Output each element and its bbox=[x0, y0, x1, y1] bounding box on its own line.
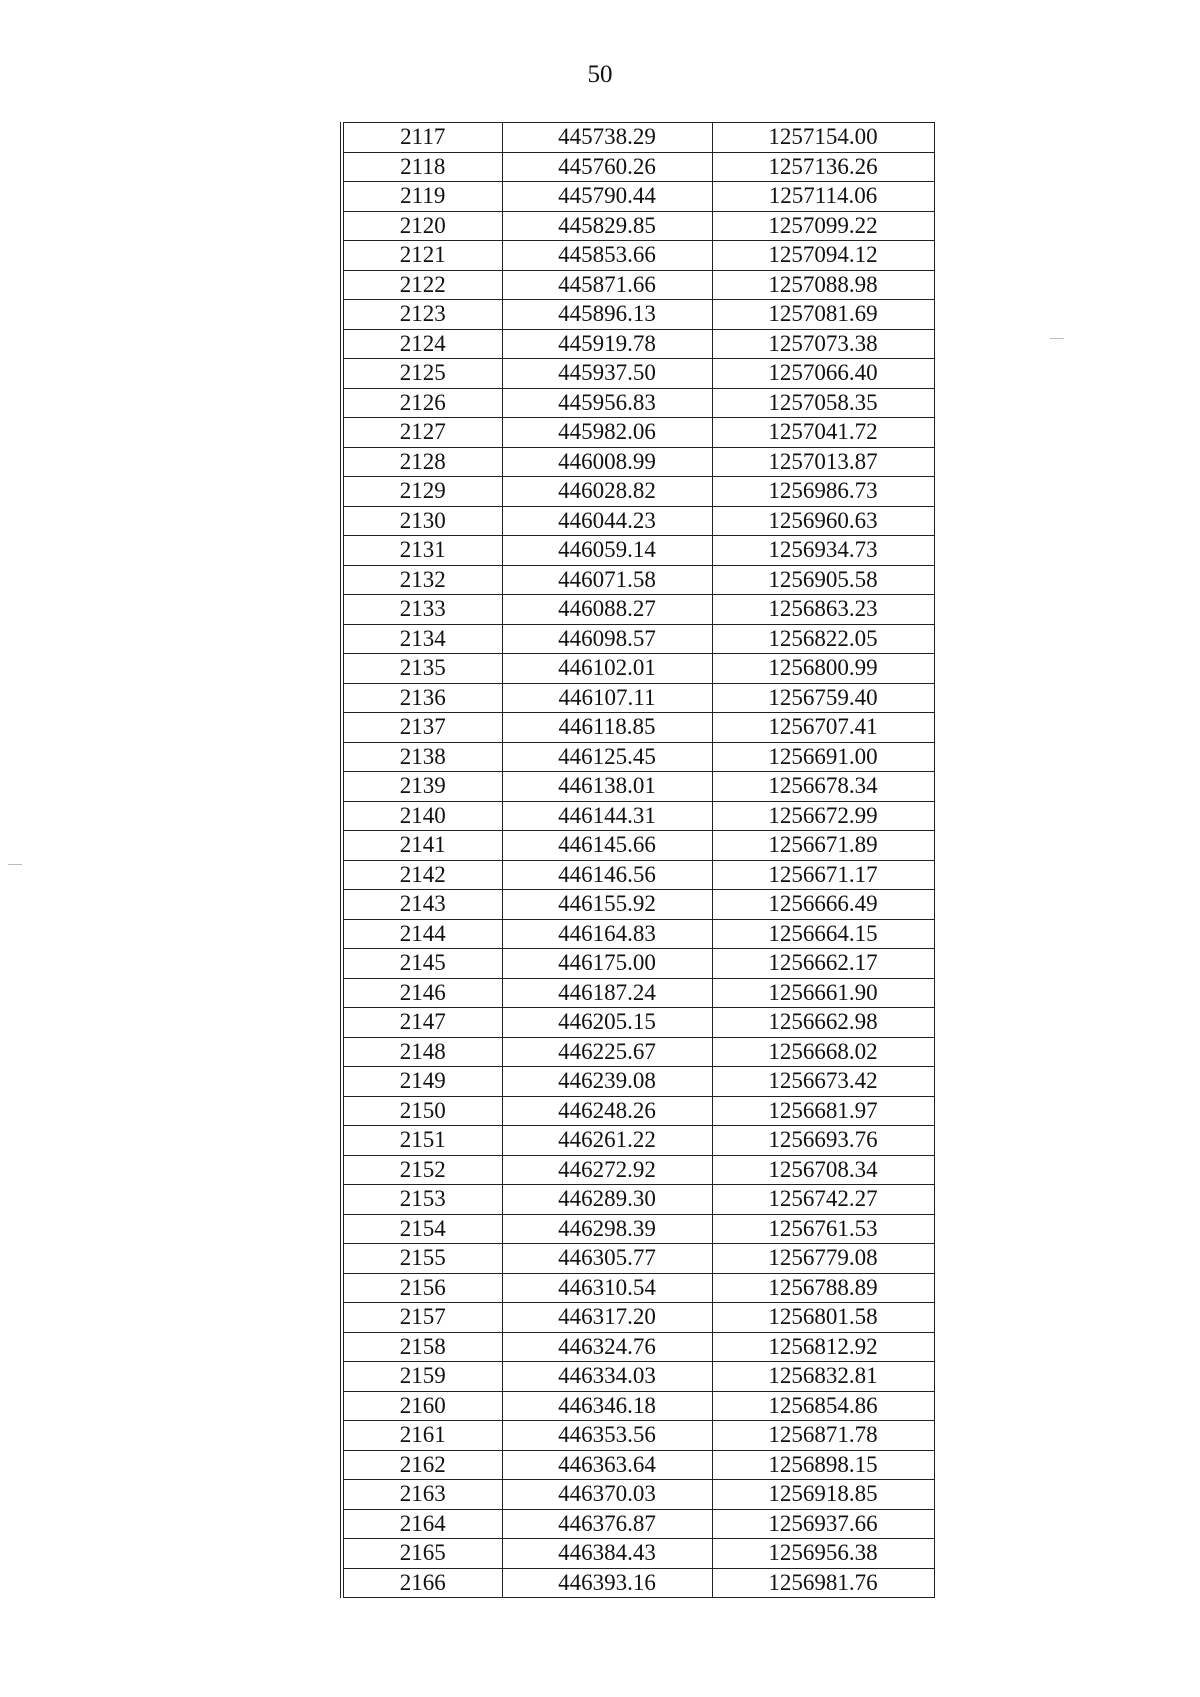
point-number-cell: 2121 bbox=[342, 241, 502, 271]
table-row bbox=[342, 182, 934, 212]
x-coordinate-cell: 446384.43 bbox=[502, 1539, 712, 1569]
point-number-cell: 2165 bbox=[342, 1539, 502, 1569]
point-number-cell: 2131 bbox=[342, 536, 502, 566]
x-coordinate-cell: 446175.00 bbox=[502, 949, 712, 979]
point-number-cell: 2124 bbox=[342, 329, 502, 359]
y-coordinate-cell: 1256668.02 bbox=[712, 1037, 934, 1067]
table-row bbox=[342, 1332, 934, 1362]
point-number-cell: 2159 bbox=[342, 1362, 502, 1392]
x-coordinate-cell: 446102.01 bbox=[502, 654, 712, 684]
y-coordinate-cell: 1256934.73 bbox=[712, 536, 934, 566]
y-coordinate-cell: 1256707.41 bbox=[712, 713, 934, 743]
table-row bbox=[342, 683, 934, 713]
point-number-cell: 2125 bbox=[342, 359, 502, 389]
x-coordinate-cell: 446324.76 bbox=[502, 1332, 712, 1362]
point-number-cell: 2135 bbox=[342, 654, 502, 684]
y-coordinate-cell: 1256664.15 bbox=[712, 919, 934, 949]
table-row bbox=[342, 831, 934, 861]
table-row bbox=[342, 1391, 934, 1421]
y-coordinate-cell: 1256672.99 bbox=[712, 801, 934, 831]
point-number-cell: 2136 bbox=[342, 683, 502, 713]
y-coordinate-cell: 1256800.99 bbox=[712, 654, 934, 684]
point-number-cell: 2118 bbox=[342, 152, 502, 182]
coordinates-table-body bbox=[342, 123, 934, 1598]
table-row bbox=[342, 978, 934, 1008]
x-coordinate-cell: 446310.54 bbox=[502, 1273, 712, 1303]
point-number-cell: 2145 bbox=[342, 949, 502, 979]
point-number-cell: 2155 bbox=[342, 1244, 502, 1274]
y-coordinate-cell: 1256854.86 bbox=[712, 1391, 934, 1421]
table-row bbox=[342, 1067, 934, 1097]
table-row bbox=[342, 388, 934, 418]
table-row bbox=[342, 123, 934, 153]
y-coordinate-cell: 1257154.00 bbox=[712, 123, 934, 153]
point-number-cell: 2123 bbox=[342, 300, 502, 330]
table-row bbox=[342, 1480, 934, 1510]
y-coordinate-cell: 1256671.17 bbox=[712, 860, 934, 890]
x-coordinate-cell: 446044.23 bbox=[502, 506, 712, 536]
x-coordinate-cell: 445871.66 bbox=[502, 270, 712, 300]
point-number-cell: 2139 bbox=[342, 772, 502, 802]
y-coordinate-cell: 1256801.58 bbox=[712, 1303, 934, 1333]
table-row bbox=[342, 152, 934, 182]
table-row bbox=[342, 1214, 934, 1244]
table-row bbox=[342, 742, 934, 772]
point-number-cell: 2154 bbox=[342, 1214, 502, 1244]
x-coordinate-cell: 446187.24 bbox=[502, 978, 712, 1008]
table-row bbox=[342, 1421, 934, 1451]
x-coordinate-cell: 446145.66 bbox=[502, 831, 712, 861]
table-row bbox=[342, 1008, 934, 1038]
y-coordinate-cell: 1256759.40 bbox=[712, 683, 934, 713]
table-row bbox=[342, 1568, 934, 1598]
table-row bbox=[342, 329, 934, 359]
table-row bbox=[342, 536, 934, 566]
point-number-cell: 2162 bbox=[342, 1450, 502, 1480]
x-coordinate-cell: 446298.39 bbox=[502, 1214, 712, 1244]
y-coordinate-cell: 1256986.73 bbox=[712, 477, 934, 507]
point-number-cell: 2122 bbox=[342, 270, 502, 300]
point-number-cell: 2164 bbox=[342, 1509, 502, 1539]
y-coordinate-cell: 1257013.87 bbox=[712, 447, 934, 477]
table-row bbox=[342, 1303, 934, 1333]
y-coordinate-cell: 1256871.78 bbox=[712, 1421, 934, 1451]
y-coordinate-cell: 1257099.22 bbox=[712, 211, 934, 241]
point-number-cell: 2130 bbox=[342, 506, 502, 536]
table-row bbox=[342, 418, 934, 448]
point-number-cell: 2133 bbox=[342, 595, 502, 625]
point-number-cell: 2138 bbox=[342, 742, 502, 772]
point-number-cell: 2144 bbox=[342, 919, 502, 949]
x-coordinate-cell: 446239.08 bbox=[502, 1067, 712, 1097]
y-coordinate-cell: 1257088.98 bbox=[712, 270, 934, 300]
y-coordinate-cell: 1256863.23 bbox=[712, 595, 934, 625]
x-coordinate-cell: 446146.56 bbox=[502, 860, 712, 890]
x-coordinate-cell: 446071.58 bbox=[502, 565, 712, 595]
x-coordinate-cell: 446353.56 bbox=[502, 1421, 712, 1451]
x-coordinate-cell: 446370.03 bbox=[502, 1480, 712, 1510]
point-number-cell: 2127 bbox=[342, 418, 502, 448]
x-coordinate-cell: 445790.44 bbox=[502, 182, 712, 212]
y-coordinate-cell: 1256960.63 bbox=[712, 506, 934, 536]
x-coordinate-cell: 446317.20 bbox=[502, 1303, 712, 1333]
x-coordinate-cell: 446155.92 bbox=[502, 890, 712, 920]
x-coordinate-cell: 446272.92 bbox=[502, 1155, 712, 1185]
x-coordinate-cell: 446125.45 bbox=[502, 742, 712, 772]
x-coordinate-cell: 446376.87 bbox=[502, 1509, 712, 1539]
x-coordinate-cell: 446334.03 bbox=[502, 1362, 712, 1392]
x-coordinate-cell: 446098.57 bbox=[502, 624, 712, 654]
point-number-cell: 2160 bbox=[342, 1391, 502, 1421]
y-coordinate-cell: 1256708.34 bbox=[712, 1155, 934, 1185]
x-coordinate-cell: 445738.29 bbox=[502, 123, 712, 153]
y-coordinate-cell: 1256681.97 bbox=[712, 1096, 934, 1126]
y-coordinate-cell: 1256661.90 bbox=[712, 978, 934, 1008]
y-coordinate-cell: 1256761.53 bbox=[712, 1214, 934, 1244]
table-row bbox=[342, 713, 934, 743]
y-coordinate-cell: 1256822.05 bbox=[712, 624, 934, 654]
y-coordinate-cell: 1256898.15 bbox=[712, 1450, 934, 1480]
x-coordinate-cell: 446088.27 bbox=[502, 595, 712, 625]
table-row bbox=[342, 1362, 934, 1392]
x-coordinate-cell: 446008.99 bbox=[502, 447, 712, 477]
y-coordinate-cell: 1256678.34 bbox=[712, 772, 934, 802]
point-number-cell: 2148 bbox=[342, 1037, 502, 1067]
table-row bbox=[342, 624, 934, 654]
y-coordinate-cell: 1256673.42 bbox=[712, 1067, 934, 1097]
point-number-cell: 2163 bbox=[342, 1480, 502, 1510]
table-row bbox=[342, 359, 934, 389]
point-number-cell: 2126 bbox=[342, 388, 502, 418]
x-coordinate-cell: 445937.50 bbox=[502, 359, 712, 389]
point-number-cell: 2119 bbox=[342, 182, 502, 212]
x-coordinate-cell: 446028.82 bbox=[502, 477, 712, 507]
x-coordinate-cell: 446363.64 bbox=[502, 1450, 712, 1480]
x-coordinate-cell: 446248.26 bbox=[502, 1096, 712, 1126]
point-number-cell: 2158 bbox=[342, 1332, 502, 1362]
x-coordinate-cell: 446305.77 bbox=[502, 1244, 712, 1274]
point-number-cell: 2142 bbox=[342, 860, 502, 890]
y-coordinate-cell: 1257136.26 bbox=[712, 152, 934, 182]
x-coordinate-cell: 446164.83 bbox=[502, 919, 712, 949]
point-number-cell: 2147 bbox=[342, 1008, 502, 1038]
point-number-cell: 2120 bbox=[342, 211, 502, 241]
table-row bbox=[342, 506, 934, 536]
scan-mark bbox=[1050, 338, 1064, 339]
x-coordinate-cell: 445853.66 bbox=[502, 241, 712, 271]
y-coordinate-cell: 1256691.00 bbox=[712, 742, 934, 772]
x-coordinate-cell: 445919.78 bbox=[502, 329, 712, 359]
table-row bbox=[342, 860, 934, 890]
x-coordinate-cell: 446138.01 bbox=[502, 772, 712, 802]
table-row bbox=[342, 919, 934, 949]
table-row bbox=[342, 654, 934, 684]
point-number-cell: 2152 bbox=[342, 1155, 502, 1185]
x-coordinate-cell: 446393.16 bbox=[502, 1568, 712, 1598]
table-row bbox=[342, 565, 934, 595]
point-number-cell: 2153 bbox=[342, 1185, 502, 1215]
y-coordinate-cell: 1256666.49 bbox=[712, 890, 934, 920]
y-coordinate-cell: 1256981.76 bbox=[712, 1568, 934, 1598]
y-coordinate-cell: 1256905.58 bbox=[712, 565, 934, 595]
y-coordinate-cell: 1257041.72 bbox=[712, 418, 934, 448]
y-coordinate-cell: 1256693.76 bbox=[712, 1126, 934, 1156]
y-coordinate-cell: 1257081.69 bbox=[712, 300, 934, 330]
y-coordinate-cell: 1256779.08 bbox=[712, 1244, 934, 1274]
table-row bbox=[342, 241, 934, 271]
y-coordinate-cell: 1256662.17 bbox=[712, 949, 934, 979]
point-number-cell: 2146 bbox=[342, 978, 502, 1008]
y-coordinate-cell: 1256832.81 bbox=[712, 1362, 934, 1392]
x-coordinate-cell: 445982.06 bbox=[502, 418, 712, 448]
table-row bbox=[342, 890, 934, 920]
table-row bbox=[342, 477, 934, 507]
x-coordinate-cell: 446118.85 bbox=[502, 713, 712, 743]
table-row bbox=[342, 1126, 934, 1156]
table-row bbox=[342, 1037, 934, 1067]
table-row bbox=[342, 1185, 934, 1215]
y-coordinate-cell: 1256671.89 bbox=[712, 831, 934, 861]
y-coordinate-cell: 1256956.38 bbox=[712, 1539, 934, 1569]
x-coordinate-cell: 446261.22 bbox=[502, 1126, 712, 1156]
table-row bbox=[342, 1273, 934, 1303]
point-number-cell: 2128 bbox=[342, 447, 502, 477]
table-row bbox=[342, 1450, 934, 1480]
x-coordinate-cell: 446346.18 bbox=[502, 1391, 712, 1421]
x-coordinate-cell: 446205.15 bbox=[502, 1008, 712, 1038]
point-number-cell: 2129 bbox=[342, 477, 502, 507]
y-coordinate-cell: 1257114.06 bbox=[712, 182, 934, 212]
x-coordinate-cell: 446144.31 bbox=[502, 801, 712, 831]
point-number-cell: 2166 bbox=[342, 1568, 502, 1598]
table-row bbox=[342, 1539, 934, 1569]
y-coordinate-cell: 1257094.12 bbox=[712, 241, 934, 271]
point-number-cell: 2141 bbox=[342, 831, 502, 861]
y-coordinate-cell: 1256812.92 bbox=[712, 1332, 934, 1362]
point-number-cell: 2161 bbox=[342, 1421, 502, 1451]
point-number-cell: 2149 bbox=[342, 1067, 502, 1097]
y-coordinate-cell: 1257058.35 bbox=[712, 388, 934, 418]
table-row bbox=[342, 1509, 934, 1539]
table-row bbox=[342, 300, 934, 330]
point-number-cell: 2117 bbox=[342, 123, 502, 153]
x-coordinate-cell: 446107.11 bbox=[502, 683, 712, 713]
y-coordinate-cell: 1257073.38 bbox=[712, 329, 934, 359]
y-coordinate-cell: 1256742.27 bbox=[712, 1185, 934, 1215]
x-coordinate-cell: 445896.13 bbox=[502, 300, 712, 330]
x-coordinate-cell: 445829.85 bbox=[502, 211, 712, 241]
point-number-cell: 2143 bbox=[342, 890, 502, 920]
y-coordinate-cell: 1256918.85 bbox=[712, 1480, 934, 1510]
y-coordinate-cell: 1257066.40 bbox=[712, 359, 934, 389]
point-number-cell: 2151 bbox=[342, 1126, 502, 1156]
table-row bbox=[342, 772, 934, 802]
point-number-cell: 2140 bbox=[342, 801, 502, 831]
x-coordinate-cell: 446059.14 bbox=[502, 536, 712, 566]
x-coordinate-cell: 445956.83 bbox=[502, 388, 712, 418]
coordinates-table bbox=[340, 122, 935, 1598]
page-number: 50 bbox=[587, 61, 613, 88]
point-number-cell: 2157 bbox=[342, 1303, 502, 1333]
table-row bbox=[342, 447, 934, 477]
point-number-cell: 2134 bbox=[342, 624, 502, 654]
table-row bbox=[342, 595, 934, 625]
x-coordinate-cell: 446289.30 bbox=[502, 1185, 712, 1215]
table-row bbox=[342, 1096, 934, 1126]
y-coordinate-cell: 1256662.98 bbox=[712, 1008, 934, 1038]
table-row bbox=[342, 1155, 934, 1185]
table-row bbox=[342, 949, 934, 979]
point-number-cell: 2132 bbox=[342, 565, 502, 595]
table-row bbox=[342, 801, 934, 831]
table-row bbox=[342, 270, 934, 300]
table-row bbox=[342, 1244, 934, 1274]
x-coordinate-cell: 445760.26 bbox=[502, 152, 712, 182]
point-number-cell: 2150 bbox=[342, 1096, 502, 1126]
y-coordinate-cell: 1256937.66 bbox=[712, 1509, 934, 1539]
scan-mark bbox=[8, 864, 22, 865]
x-coordinate-cell: 446225.67 bbox=[502, 1037, 712, 1067]
point-number-cell: 2137 bbox=[342, 713, 502, 743]
y-coordinate-cell: 1256788.89 bbox=[712, 1273, 934, 1303]
point-number-cell: 2156 bbox=[342, 1273, 502, 1303]
table-row bbox=[342, 211, 934, 241]
